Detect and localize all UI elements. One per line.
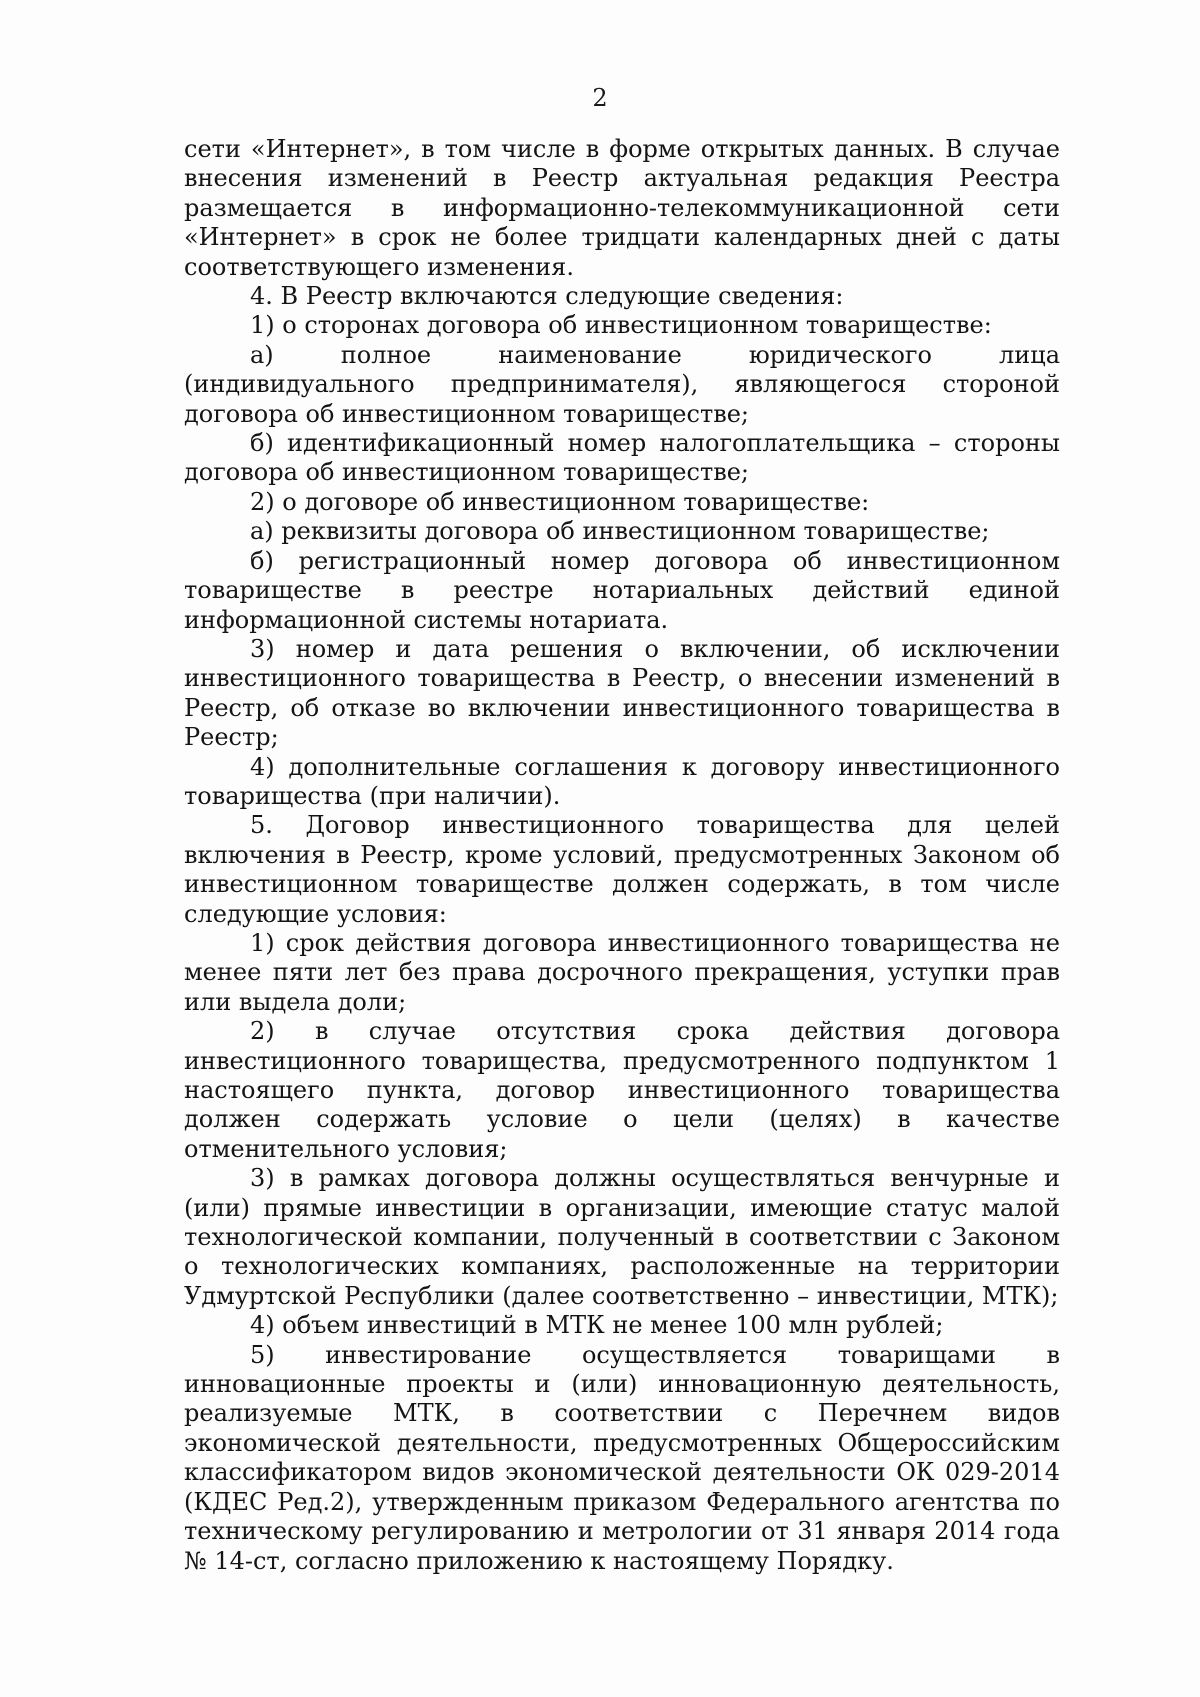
paragraph-subitem-5-3: 3) в рамках договора должны осуществляться венчурные и (или) прямые инвестиции в организации, имеющие статус малой технологической компании, полученный в соответствии с Законом о технологических компаниях, расположенные на территории Удмуртской Республики (далее соответственно – инвестиции, МТК); [184, 1164, 1060, 1310]
paragraph-subitem-4-1-b: б) идентификационный номер налогоплательщика – стороны договора об инвестиционном товариществе; [184, 429, 1060, 487]
page-number: 2 [592, 84, 608, 112]
document-body [184, 135, 1060, 1576]
paragraph-subitem-5-1: 1) срок действия договора инвестиционного товарищества не менее пяти лет без права досрочного прекращения, уступки прав или выдела доли; [184, 928, 1060, 1016]
paragraph-subitem-4-1: 1) о сторонах договора об инвестиционном товариществе: [250, 311, 992, 340]
paragraph-subitem-4-2: 2) о договоре об инвестиционном товариществе: [250, 487, 870, 516]
paragraph-item-4: 4. В Реестр включаются следующие сведения: [250, 282, 844, 311]
paragraph-continuation: сети «Интернет», в том числе в форме открытых данных. В случае внесения изменений в Реестр актуальная редакция Реестра размещается в информационно-телекоммуникационной сети «Интернет» в срок не более тридцати календарных дней с даты соответствующего изменения. [184, 135, 1060, 281]
paragraph-subitem-4-4: 4) дополнительные соглашения к договору инвестиционного товарищества (при наличии). [184, 752, 1060, 810]
paragraph-subitem-4-3: 3) номер и дата решения о включении, об исключении инвестиционного товарищества в Реестр, о внесении изменений в Реестр, об отказе во включении инвестиционного товарищества в Реестр; [184, 634, 1060, 752]
paragraph-subitem-5-2: 2) в случае отсутствия срока действия договора инвестиционного товарищества, предусмотренного подпунктом 1 настоящего пункта, договор инвестиционного товарищества должен содержать условие о цели (целях) в качестве отменительного условия; [184, 1017, 1060, 1163]
paragraph-subitem-5-5: 5) инвестирование осуществляется товарищами в инновационные проекты и (или) инновационную деятельность, реализуемые МТК, в соответствии с Перечнем видов экономической деятельности, предусмотренных Общероссийским классификатором видов экономической деятельности ОК 029-2014 (КДЕС Ред.2), утвержденным приказом Федерального агентства по техническому регулированию и метрологии от 31 января 2014 года № 14-ст, согласно приложению к настоящему Порядку. [184, 1340, 1060, 1575]
paragraph-subitem-4-2-b: б) регистрационный номер договора об инвестиционном товариществе в реестре нотариальных действий единой информационной системы нотариата. [184, 546, 1060, 634]
paragraph-subitem-4-2-a: а) реквизиты договора об инвестиционном товариществе; [250, 517, 990, 546]
paragraph-subitem-4-1-a: а) полное наименование юридического лица (индивидуального предпринимателя), являющегося стороной договора об инвестиционном товариществе; [184, 340, 1060, 428]
paragraph-subitem-5-4: 4) объем инвестиций в МТК не менее 100 млн рублей; [250, 1311, 944, 1340]
paragraph-item-5: 5. Договор инвестиционного товарищества для целей включения в Реестр, кроме условий, предусмотренных Законом об инвестиционном товариществе должен содержать, в том числе следующие условия: [184, 811, 1060, 928]
